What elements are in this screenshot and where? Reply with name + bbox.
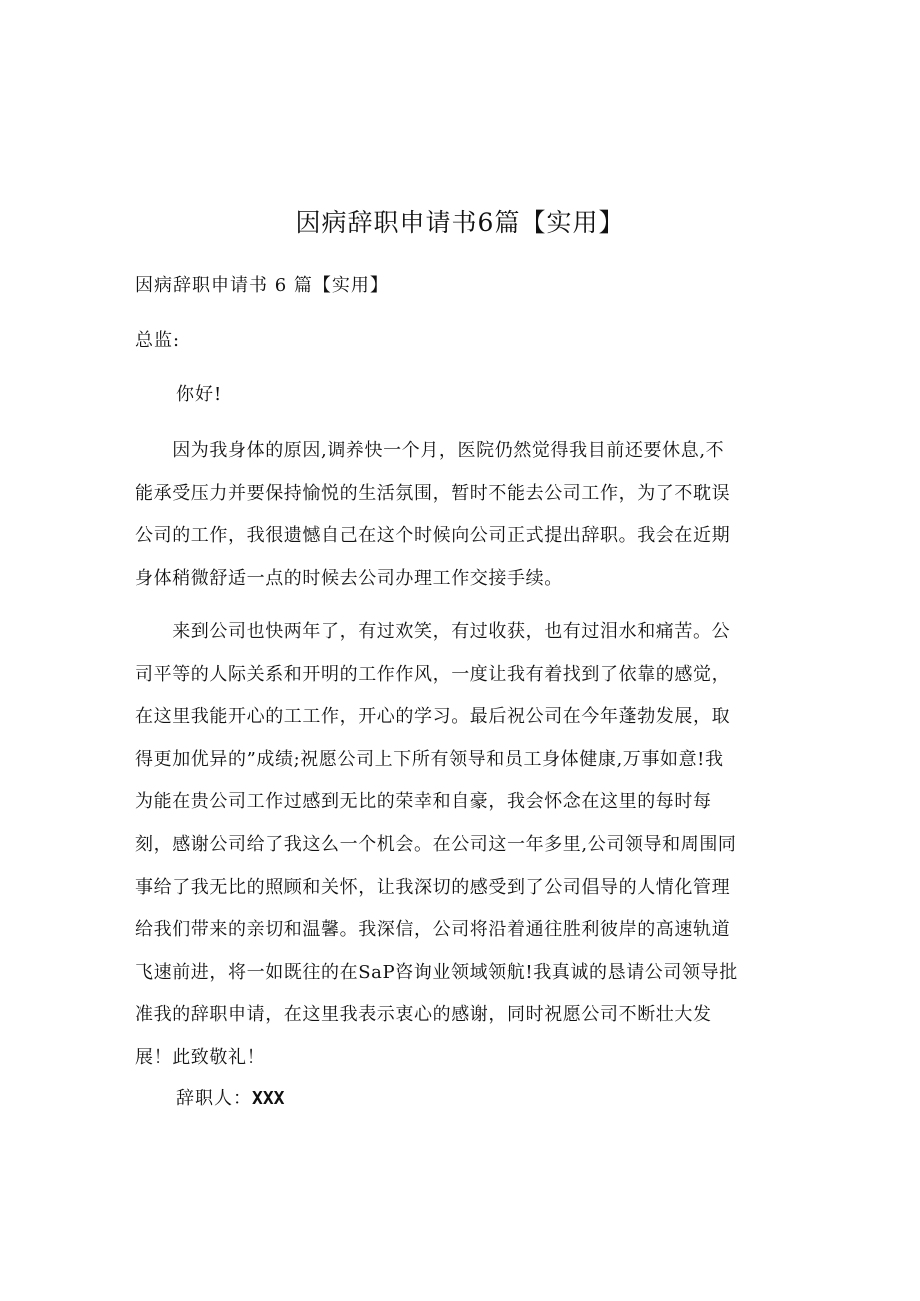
document-title: 因病辞职申请书6篇【实用】 <box>295 208 625 237</box>
paragraph-line: 飞速前进，将一如既往的在SaP咨询业领域领航!我真诚的恳请公司领导批 <box>135 961 738 983</box>
paragraph-line: 得更加优异的”成绩;祝愿公司上下所有领导和员工身体健康,万事如意!我 <box>135 748 724 770</box>
paragraph-line: 刻，感谢公司给了我这么一个机会。在公司这一年多里,公司领导和周围同 <box>135 833 737 855</box>
paragraph-2 <box>135 611 787 1080</box>
salutation: 总监: <box>135 330 181 351</box>
paragraph-line: 因为我身体的原因,调养快一个月，医院仍然觉得我目前还要休息,不 <box>135 440 725 461</box>
paragraph-line: 在这里我能开心的工工作，开心的学习。最后祝公司在今年蓬勃发展，取 <box>135 706 731 728</box>
paragraph-line: 为能在贵公司工作过感到无比的荣幸和自豪，我会怀念在这里的每时每 <box>135 791 712 813</box>
greeting: 你好! <box>176 384 223 405</box>
paragraph-line: 事给了我无比的照顾和关怀，让我深切的感受到了公司倡导的人情化管理 <box>135 876 731 898</box>
signature <box>176 1085 285 1113</box>
paragraph-line: 展！此致敬礼！ <box>135 1046 266 1068</box>
signature-label: 辞职人： <box>176 1088 252 1109</box>
paragraph-1 <box>135 430 787 600</box>
signature-name: XXX <box>252 1088 285 1109</box>
paragraph-line: 能承受压力并要保持愉悦的生活氛围，暂时不能去公司工作，为了不耽误 <box>135 482 731 504</box>
paragraph-line: 来到公司也快两年了，有过欢笑，有过收获，也有过泪水和痛苦。公 <box>135 621 731 642</box>
document-subtitle: 因病辞职申请书 6 篇【实用】 <box>135 275 389 296</box>
paragraph-line: 给我们带来的亲切和温馨。我深信，公司将沿着通往胜利彼岸的高速轨道 <box>135 919 731 941</box>
paragraph-line: 司平等的人际关系和开明的工作作风，一度让我有着找到了依靠的感觉， <box>135 663 731 685</box>
paragraph-line: 身体稍微舒适一点的时候去公司办理工作交接手续。 <box>135 567 563 589</box>
paragraph-line: 公司的工作，我很遗憾自己在这个时候向公司正式提出辞职。我会在近期 <box>135 525 731 547</box>
paragraph-line: 准我的辞职申请，在这里我表示衷心的感谢，同时祝愿公司不断壮大发 <box>135 1004 712 1026</box>
